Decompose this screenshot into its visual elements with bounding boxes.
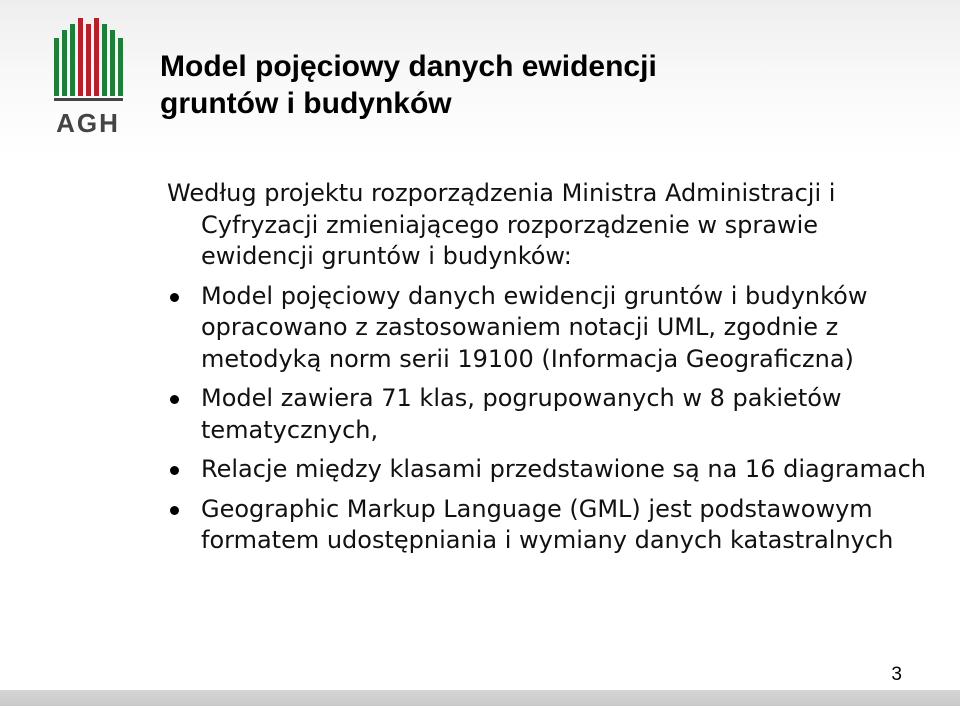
bullet-item (167, 383, 937, 446)
page-title (160, 48, 940, 122)
intro-paragraph: Według projektu rozporządzenia Ministra Administracji i Cyfryzacji zmieniającego rozporządzenie w sprawie ewidencji gruntów i budynków: (167, 179, 836, 270)
bullet-item (167, 281, 937, 376)
bullet-icon (170, 395, 179, 404)
bullet-list (167, 281, 937, 557)
bullet-icon (170, 293, 179, 302)
logo-text: AGH (56, 108, 120, 138)
title-line-1: Model pojęciowy danych ewidencji (160, 50, 657, 83)
footer-bar (0, 690, 960, 706)
bullet-icon (170, 506, 179, 515)
slide-content (167, 178, 937, 565)
page-number: 3 (891, 664, 902, 685)
bullet-icon (170, 466, 179, 475)
agh-logo (50, 16, 126, 138)
bullet-item (167, 454, 937, 486)
bullet-text: Relacje między klasami przedstawione są na 16 diagramach (201, 455, 927, 483)
bullet-item (167, 494, 937, 557)
bullet-text: Model pojęciowy danych ewidencji gruntów i budynków opracowano z zastosowaniem notacji UML, zgodnie z metodyką norm serii 19100 (Informacja Geograficzna) (201, 281, 868, 373)
bullet-text: Geographic Markup Language (GML) jest podstawowym formatem udostępniania i wymiany danych katastralnych (201, 494, 894, 554)
title-line-2: gruntów i budynków (160, 87, 452, 120)
bullet-text: Model zawiera 71 klas, pogrupowanych w 8 pakietów tematycznych, (201, 384, 842, 444)
